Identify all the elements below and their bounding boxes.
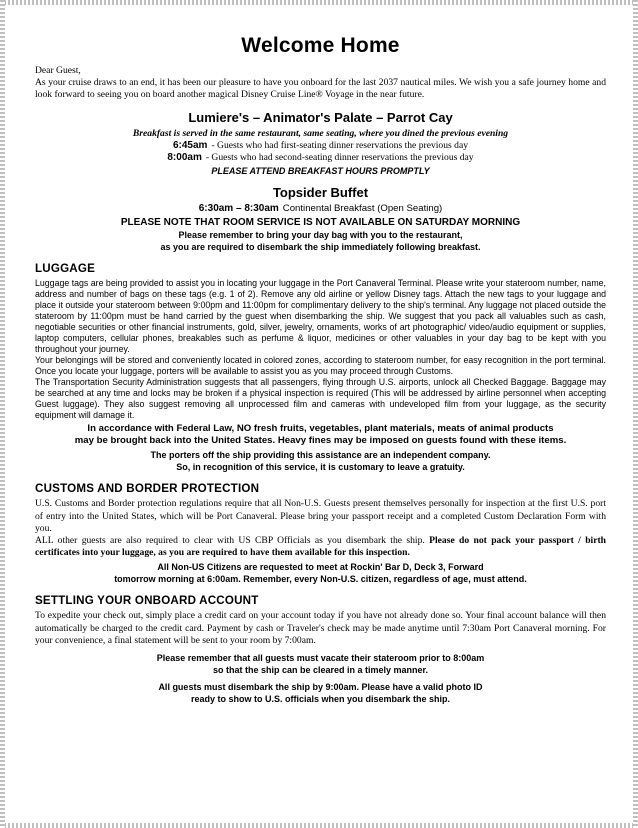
attend-promptly-note: PLEASE ATTEND BREAKFAST HOURS PROMPTLY [211,165,430,176]
topsider-heading: Topsider Buffet [272,184,369,200]
federal-law-note-1: In accordance with Federal Law, NO fresh fruits, vegetables, plant materials, meats of animal products [87,423,554,435]
scan-border-bottom [0,823,638,828]
vacate-note-1: Please remember that all guests must vacate their stateroom prior to 8:00am [156,652,485,663]
account-heading: SETTLING YOUR ONBOARD ACCOUNT [35,594,259,608]
topsider-desc: Continental Breakfast (Open Seating) [282,202,443,214]
topsider-hours-row [35,203,606,216]
second-seating-time: 8:00am [167,152,202,164]
customs-paragraph-1: U.S. Customs and Border protection regulations require that all Non-U.S. Guests present themselves personally for inspection at the first U.S. port of entry into the United States, which will be Port Canaveral. Please bring your passport receipt and a completed Custom Declaration Form with you. [35,498,606,534]
account-paragraph: To expedite your check out, simply place a credit card on your account today if you have not already done so. Your final account balance will then automatically be charged to the credit card. Payment by cash or Traveler's check may be made anytime until 7:30am Port Canaveral morning. For your convenience, a final statement will be sent to your room by 7:00am. [35,610,606,646]
topsider-time: 6:30am – 8:30am [198,202,279,214]
room-service-note: PLEASE NOTE THAT ROOM SERVICE IS NOT AVAILABLE ON SATURDAY MORNING [120,217,521,229]
customs-heading: CUSTOMS AND BORDER PROTECTION [35,482,260,496]
federal-law-note-2: may be brought back into the United States. Heavy fines may be imposed on guests found with these items. [74,435,567,447]
luggage-paragraph-1: Luggage tags are being provided to assist you in locating your luggage in the Port Canaveral Terminal. Please write your stateroom number, name, address and number of bags on these tags (e.g. 1 of 2). Remove any old airline or yellow Disney tags. Attach the new tags to your luggage and place it outside your stateroom between 9:00pm and 11:00pm for complimentary delivery to the ship's terminal. Any luggage not placed outside the stateroom by 11:00pm must be hand carried by the guest when disembarking the ship. We suggest that you pack all valuables such as cash, negotiable securities or other financial instruments, gold, silver, jewelry, ornaments, works of art photographic/ video/audio equipment or supplies, laptop computers, cellular phones, breakables such as perfume & liquor, medicines or other valuables in your day bag to be kept with you throughout your journey. [35,278,606,355]
non-us-meet-note-1: All Non-US Citizens are requested to meet at Rockin' Bar D, Deck 3, Forward [157,562,484,573]
first-seating-row [35,140,606,153]
scan-border-right [633,0,638,828]
day-bag-note-2: as you are required to disembark the ship immediately following breakfast. [160,242,481,253]
vacate-note-2: so that the ship can be cleared in a timely manner. [212,664,429,675]
disembark-note-2: ready to show to U.S. officials when you disembark the ship. [190,693,451,704]
second-seating-row [35,152,606,165]
greeting: Dear Guest, [35,65,81,76]
luggage-heading: LUGGAGE [35,262,96,276]
page-title: Welcome Home [241,34,400,57]
day-bag-note-1: Please remember to bring your day bag with you to the restaurant, [178,230,463,241]
restaurants-heading: Lumiere's – Animator's Palate – Parrot Cay [188,109,453,125]
customs-paragraph-2-plain: ALL other guests are also required to clear with US CBP Officials as you disembark the ship. [35,534,425,546]
letter [35,34,606,705]
second-seating-text: - Guests who had second-seating dinner reservations the previous day [205,152,474,164]
first-seating-text: - Guests who had first-seating dinner reservations the previous day [211,139,469,151]
scan-border-top [0,0,638,5]
breakfast-served-note: Breakfast is served in the same restaurant, same seating, where you dined the previous evening [132,127,509,139]
scan-border-left [0,0,5,828]
customs-paragraph-2 [35,535,606,559]
porters-note-1: The porters off the ship providing this assistance are an independent company. [150,450,491,461]
first-seating-time: 6:45am [172,139,208,151]
luggage-paragraph-3: The Transportation Security Administration suggests that all passengers, flying through U.S. airports, unlock all Checked Baggage. Baggage may be searched at any time and locks may be broken if a physical inspection is required (This will be addressed by airline personnel when accepting Guest luggage). They also suggest removing all unprocessed film and cameras with undeveloped film from your luggage, as the security equipment will damage it. [35,377,606,421]
customs-paragraph-2-bold: Please do not pack your passport / birth certificates into your luggage, as you are required to have them available for this inspection. [35,534,606,559]
non-us-meet-note-2: tomorrow morning at 6:00am. Remember, every Non-U.S. citizen, regardless of age, must attend. [114,574,527,585]
disembark-note-1: All guests must disembark the ship by 9:00am. Please have a valid photo ID [158,681,483,692]
intro-paragraph: As your cruise draws to an end, it has been our pleasure to have you onboard for the last 2037 nautical miles. We wish you a safe journey home and look forward to seeing you on board another magical Disney Cruise Line® Voyage in the near future. [35,77,606,101]
luggage-paragraph-2: Your belongings will be stored and conveniently located in colored zones, according to stateroom number, for easy recognition in the port terminal. Once you locate your luggage, porters will be available to assist you as you may proceed through Customs. [35,355,606,377]
porters-note-2: So, in recognition of this service, it is customary to leave a gratuity. [176,462,465,473]
